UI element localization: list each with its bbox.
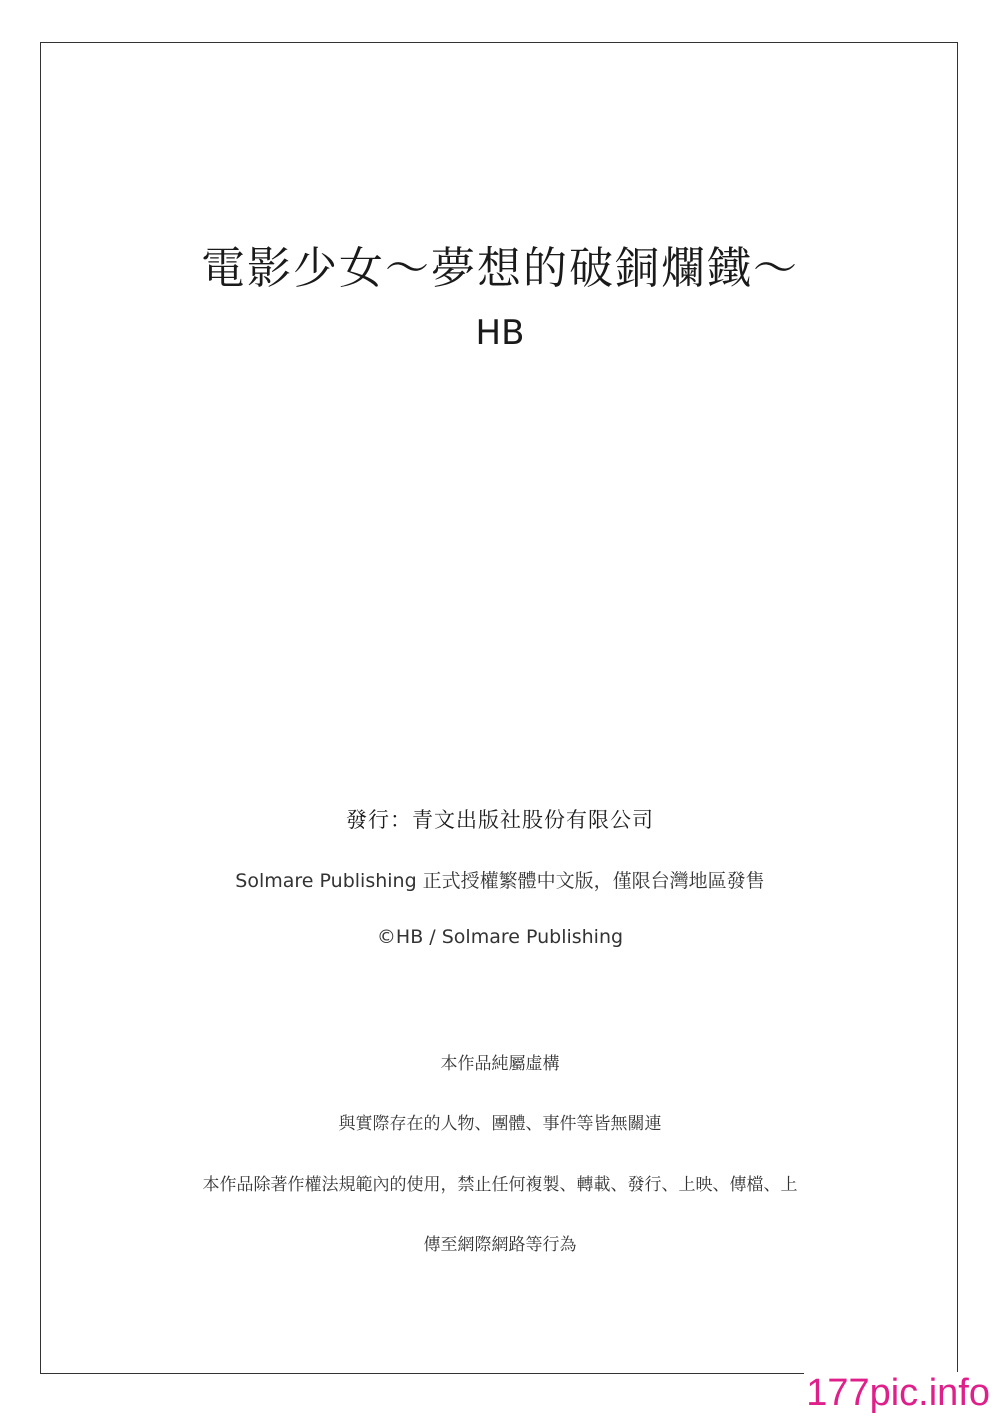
copyright-line: ©HB / Solmare Publishing <box>376 926 624 948</box>
copy-restriction-line: 傳至網際網路等行為 <box>423 1235 577 1255</box>
copy-restriction-line: 本作品除著作權法規範內的使用，禁止任何複製、轉載、發行、上映、傳檔、上 <box>202 1175 798 1195</box>
license-line: Solmare Publishing 正式授權繁體中文版，僅限台灣地區發售 <box>235 870 765 892</box>
author-name: HB <box>475 313 525 353</box>
book-title: 電影少女～夢想的破銅爛鐵～ <box>201 243 799 294</box>
fiction-notice-line: 與實際存在的人物、團體、事件等皆無關連 <box>338 1114 662 1134</box>
publisher-line: 發行：青文出版社股份有限公司 <box>346 808 654 832</box>
fiction-notice-line: 本作品純屬虛構 <box>440 1054 560 1074</box>
site-watermark: 177pic.info <box>806 1372 990 1414</box>
